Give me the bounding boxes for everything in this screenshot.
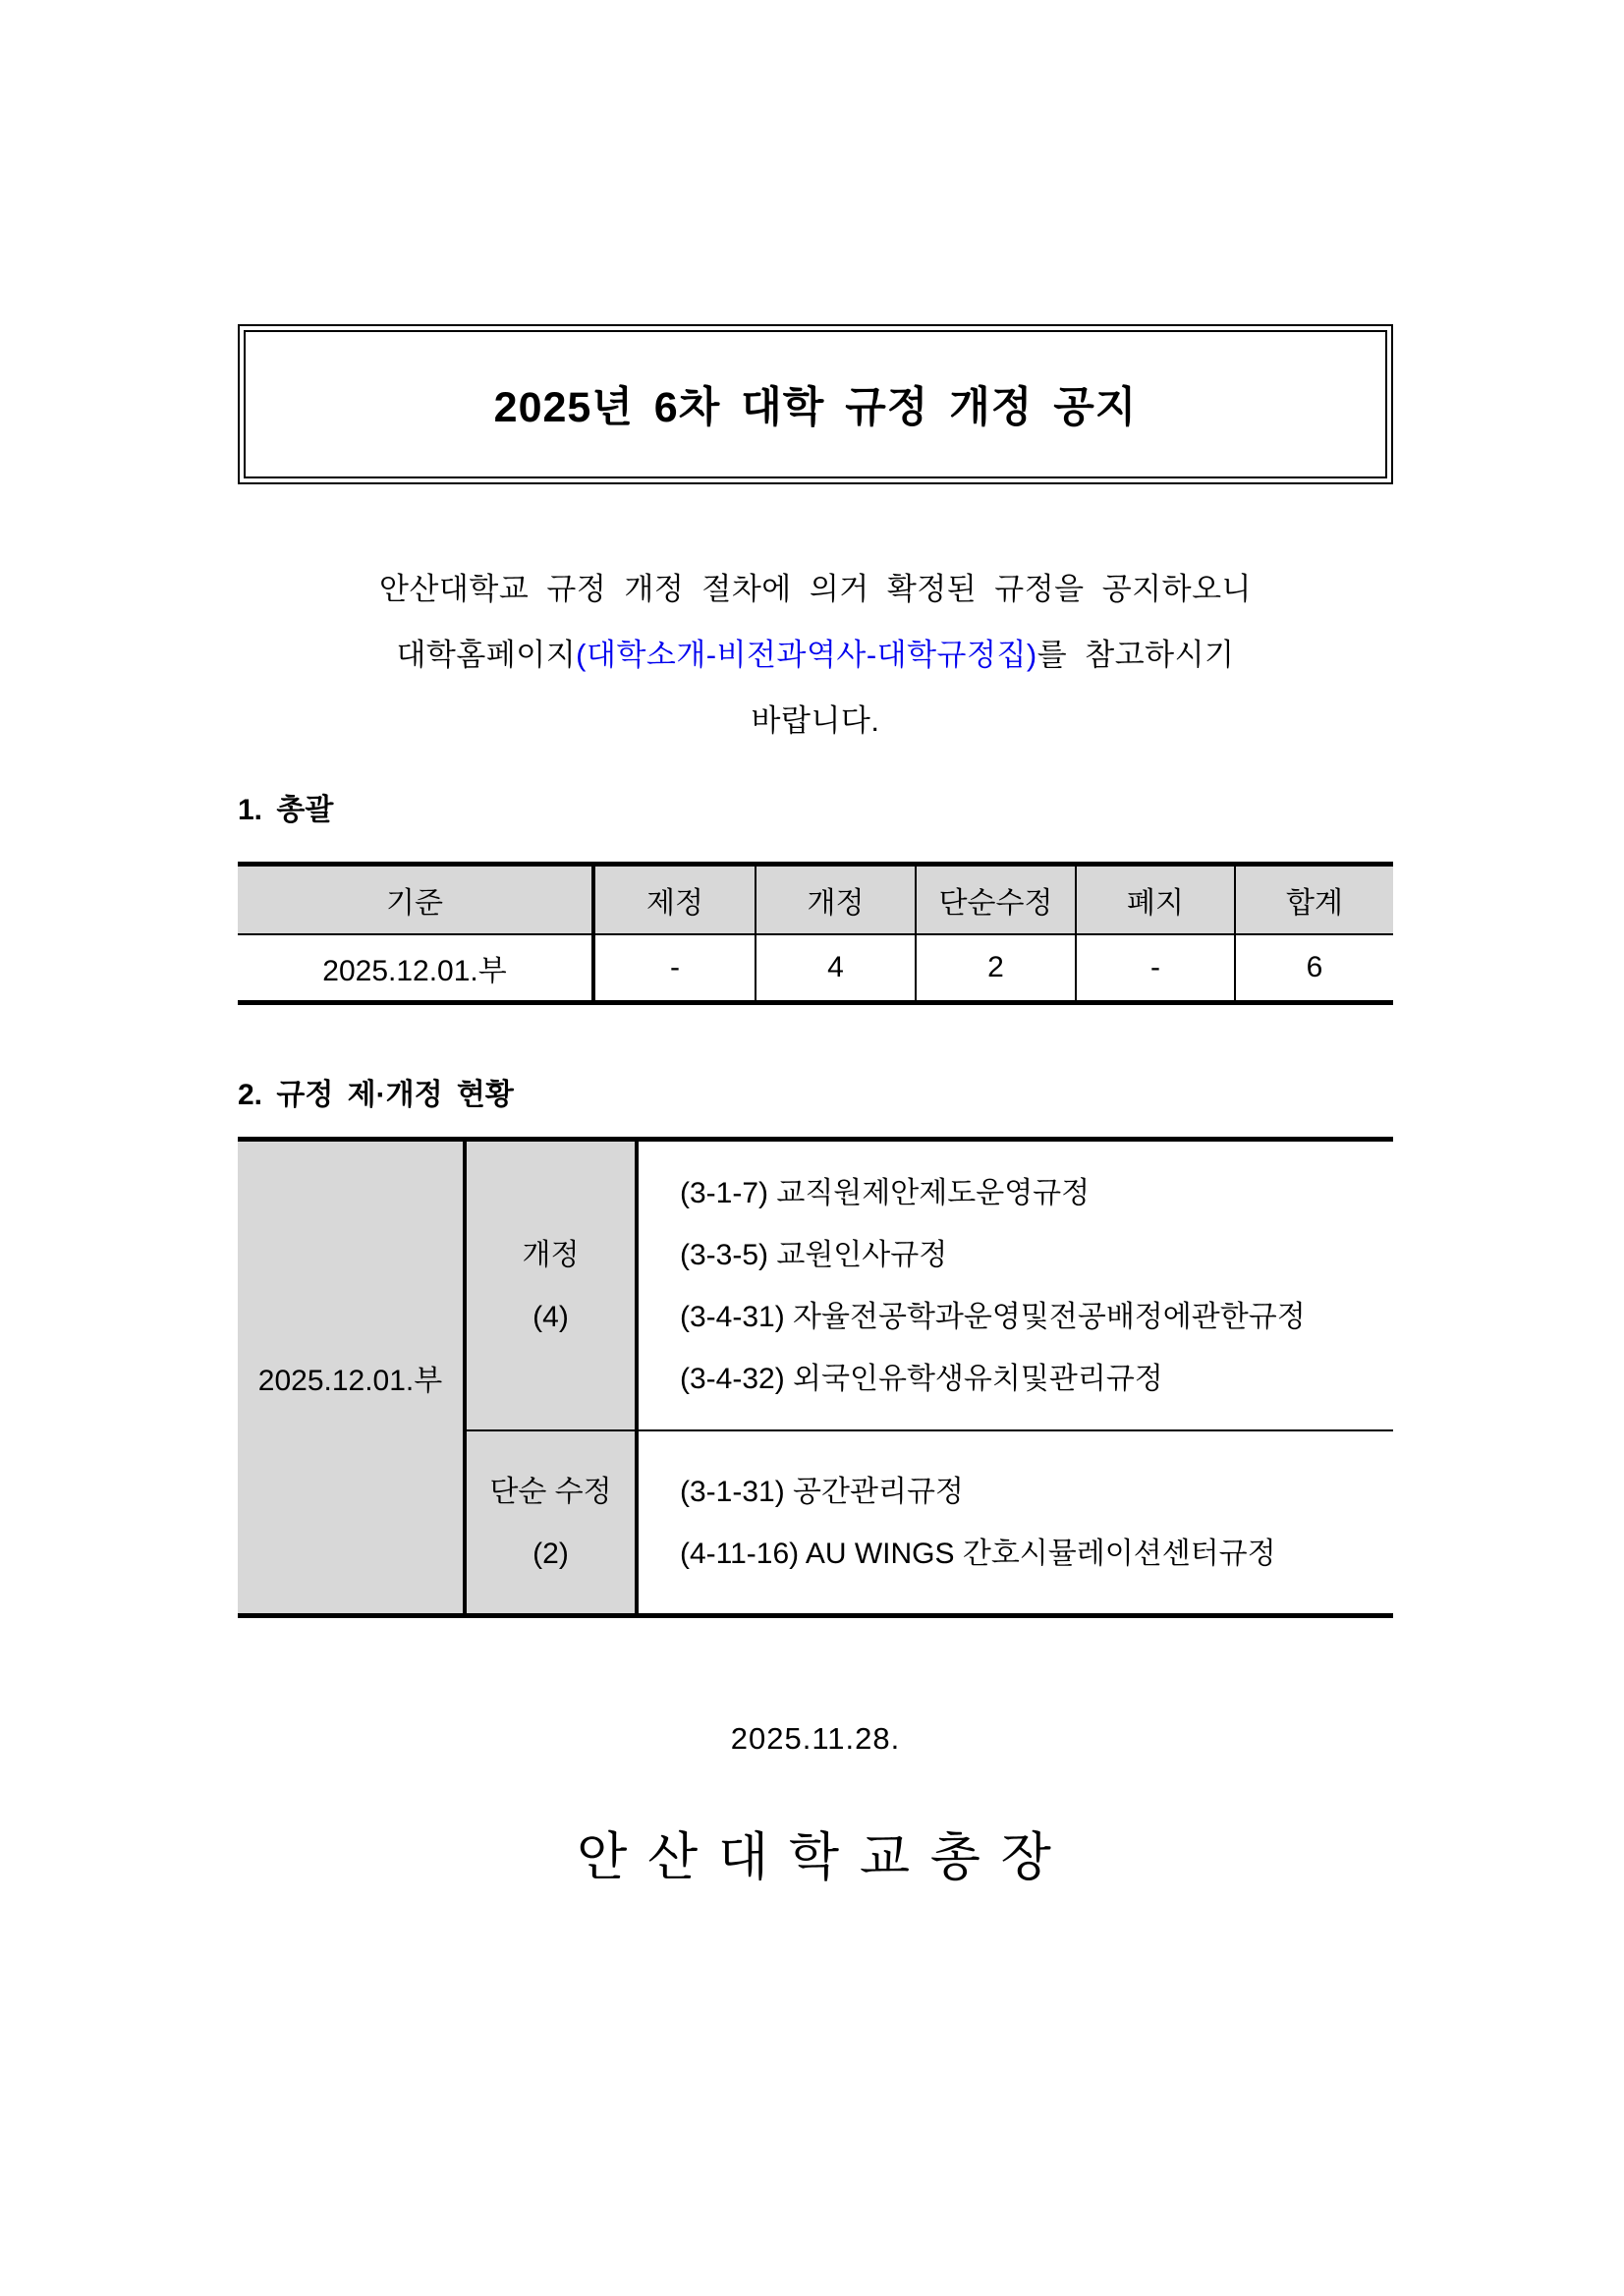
- intro-line2-suffix: 를 참고하시기: [1036, 638, 1235, 672]
- section2-heading: 2. 규정 제·개정 현황: [238, 1079, 514, 1111]
- summary-header-abolished: 폐지: [1075, 867, 1234, 935]
- detail-type-simple-edit-cell: [467, 1431, 639, 1613]
- detail-type-simple-edit-label: 단순 수정: [489, 1475, 612, 1508]
- intro-line2-prefix: 대학홈페이지: [396, 638, 577, 672]
- detail-type-simple-edit-count: (2): [532, 1537, 569, 1570]
- summary-cell-enacted: -: [591, 935, 755, 1000]
- summary-header-total: 합계: [1234, 867, 1393, 935]
- detail-type-amended-count: (4): [532, 1300, 569, 1333]
- regulation-item: (3-3-5) 교원인사규정: [680, 1238, 948, 1271]
- regulation-item: (4-11-16) AU WINGS 간호시뮬레이션센터규정: [680, 1537, 1276, 1570]
- intro-line-3: 바랍니다.: [751, 703, 880, 738]
- title-box-inner: [244, 330, 1387, 478]
- summary-table: [238, 862, 1393, 1005]
- regulation-item: (3-1-7) 교직원제안제도운영규정: [680, 1176, 1091, 1209]
- summary-cell-basis: 2025.12.01.부: [322, 955, 507, 987]
- document-title: 2025년 6차 대학 규정 개정 공지: [493, 384, 1138, 431]
- summary-cell-amended: 4: [755, 935, 915, 1000]
- detail-amended-items-cell: [639, 1142, 1393, 1431]
- summary-cell-simple-edit: 2: [915, 935, 1075, 1000]
- summary-cell-total: 6: [1234, 935, 1393, 1000]
- summary-header-basis: 기준: [238, 867, 591, 935]
- regulation-item: (3-4-31) 자율전공학과운영및전공배정에관한규정: [680, 1300, 1306, 1333]
- detail-table: [238, 1137, 1393, 1618]
- section1-heading: 1. 총괄: [238, 794, 334, 826]
- president-signature: 안 산 대 학 교 총 장: [577, 1828, 1054, 1886]
- summary-header-enacted: 제정: [591, 867, 755, 935]
- regulations-collection-link[interactable]: (대학소개-비전과역사-대학규정집): [576, 638, 1037, 672]
- summary-header-simple-edit: 단순수정: [915, 867, 1075, 935]
- title-box: [238, 324, 1393, 484]
- detail-simple-edit-items-cell: [639, 1431, 1393, 1613]
- detail-effective-date-cell: 2025.12.01.부: [238, 1142, 467, 1613]
- detail-type-amended-cell: [467, 1142, 639, 1431]
- summary-header-amended: 개정: [755, 867, 915, 935]
- detail-type-amended-label: 개정: [522, 1238, 580, 1271]
- intro-line-2: [238, 622, 1393, 688]
- announcement-date: 2025.11.28.: [730, 1721, 901, 1756]
- regulation-item: (3-4-32) 외국인유학생유치및관리규정: [680, 1362, 1163, 1395]
- intro-line-1: 안산대학교 규정 개정 절차에 의거 확정된 규정을 공지하오니: [379, 572, 1252, 606]
- intro-paragraph: [238, 556, 1393, 754]
- regulation-item: (3-1-31) 공간관리규정: [680, 1475, 964, 1508]
- summary-cell-abolished: -: [1075, 935, 1234, 1000]
